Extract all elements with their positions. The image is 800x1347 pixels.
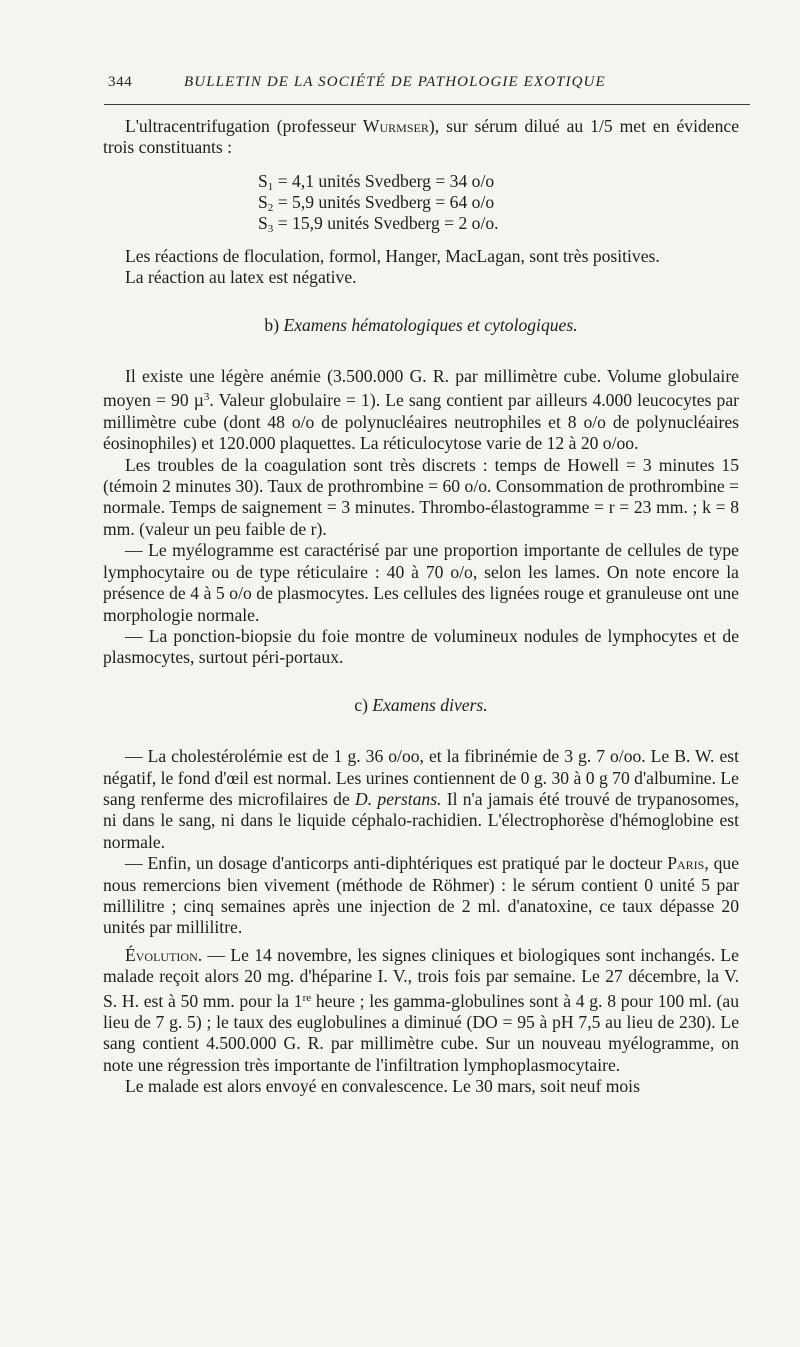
evolution-label: Évolution. <box>125 944 203 965</box>
running-title: BULLETIN DE LA SOCIÉTÉ DE PATHOLOGIE EXOTIQUE <box>184 74 606 90</box>
paragraph-coagulation: Les troubles de la coagulation sont très discrets : temps de Howell = 3 minutes 15 (témoin 2 minutes 30). Taux de prothrombine = 60 o/o. Consommation de prothrombine = normale. Temps de saignement = 3 minutes. Thrombo-élastogramme = r = 23 mm. ; k = 8 mm. (valeur un peu faible de r). <box>103 454 739 539</box>
section-heading-b: b) Examens hématologiques et cytologiques. <box>264 314 578 335</box>
paragraph-ultracentrifugation: L'ultracentrifugation (professeur Wurmser), sur sérum dilué au 1/5 met en évidence trois constituants : <box>103 116 739 158</box>
page-number: 344 <box>108 74 133 90</box>
paragraph-cholesterolemie: — La cholestérolémie est de 1 g. 36 o/oo, et la fibrinémie de 3 g. 7 o/oo. Le B. W. est négatif, le fond d'œil est normal. Les urines contiennent de 0 g. 30 à 0 g 70 d'albumine. Le sang renferme des microfilaires de D. perstans. Il n'a jamais été trouvé de trypanosomes, ni dans le sang, ni dans le liquide céphalo-rachidien. L'électrophorèse d'hémoglobine est normale. <box>103 746 739 852</box>
paragraph-biopsie: — La ponction-biopsie du foie montre de volumineux nodules de lymphocytes et de plasmocytes, surtout péri-portaux. <box>103 625 739 668</box>
paragraph-anemie: Il existe une légère anémie (3.500.000 G. R. par millimètre cube. Volume globulaire moyen = 90 µ$^3$. Valeur globulaire = 1). Le sang contient par ailleurs 4.000 leucocytes par millimètre cube (dont 48 o/o de polynucléaires neutrophiles et 8 o/o de polynucléaires éosinophiles) et 120.000 plaquettes. La réticulocytose varie de 12 à 20 o/oo. <box>103 366 739 454</box>
paragraph-myelogramme: — Le myélogramme est caractérisé par une proportion importante de cellules de type lymphocytaire ou de type réticulaire : 40 à 70 o/o, selon les lames. On note encore la présence de 4 à 5 o/o de plasmocytes. Les cellules des lignées rouge et granuleuse ont une morphologie normale. <box>103 540 739 625</box>
svedberg-list <box>258 171 739 234</box>
svedberg-line: $S_3 = 15,9$ unités Svedberg = 2 o/o. <box>258 212 499 235</box>
header-rule <box>104 104 750 105</box>
paragraph-floculation: Les réactions de floculation, formol, Hanger, MacLagan, sont très positives. <box>125 245 660 266</box>
section-heading-c: c) Examens divers. <box>354 694 488 715</box>
paragraph-anticorps: — Enfin, un dosage d'anticorps anti-diphtériques est pratiqué par le docteur Paris, que nous remercions bien vivement (méthode de Röhmer) : le sérum contient 0 unité 5 par millilitre ; cinq semaines après une injection de 2 ml. d'anatoxine, ce taux dépasse 20 unités par millilitre. <box>103 853 740 938</box>
paragraph-convalescence: Le malade est alors envoyé en convalescence. Le 30 mars, soit neuf mois <box>125 1076 640 1097</box>
svedberg-line: $S_2 = 5,9$ unités Svedberg = 64 o/o <box>258 191 495 214</box>
svedberg-line: $S_1 = 4,1$ unités Svedberg = 34 o/o <box>258 170 495 193</box>
author-name-paris: Paris <box>667 853 705 874</box>
paragraph-evolution: Évolution. — Le 14 novembre, les signes cliniques et biologiques sont inchangés. Le malade reçoit alors 20 mg. d'héparine I. V., trois fois par semaine. Le 27 décembre, la V. S. H. est à 50 mm. pour la 1re heure ; les gamma-globulines sont à 4 g. 8 pour 100 ml. (au lieu de 7 g. 5) ; le taux des euglobulines a diminué (DO = 95 à pH 7,5 au lieu de 230). Le sang contient 4.500.000 G. R. par millimètre cube. Sur un nouveau myélogramme, on note une régression très importante de l'infiltration lymphoplasmocytaire. <box>103 944 739 1075</box>
article-body <box>103 116 739 1098</box>
author-name-wurmser: Wurmser <box>362 116 429 136</box>
paragraph-latex: La réaction au latex est négative. <box>125 267 357 288</box>
